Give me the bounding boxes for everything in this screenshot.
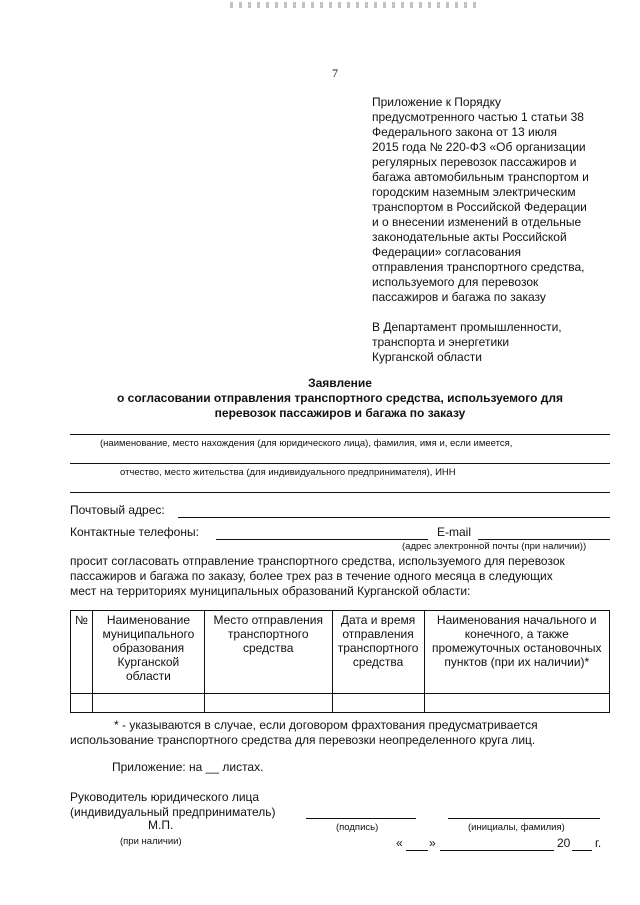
table-cell[interactable] — [71, 694, 93, 713]
postal-address-label: Почтовый адрес: — [70, 503, 165, 517]
addressee-line: В Департамент промышленности, — [372, 320, 562, 334]
appendix-block — [372, 95, 622, 305]
appendix-line: регулярных перевозок пассажиров и — [372, 155, 577, 169]
applicant-details-field[interactable] — [70, 463, 610, 464]
header-number: № — [71, 611, 93, 694]
phones-field[interactable] — [216, 539, 428, 540]
postal-address-field[interactable] — [178, 517, 610, 518]
title-line: перевозок пассажиров и багажа по заказу — [214, 406, 466, 420]
appendix-line: транспортом в Российской Федерации — [372, 200, 587, 214]
header-municipality: Наименование муниципального образования Курганской области — [92, 611, 204, 694]
appendix-line: Федерального закона от 13 июля — [372, 125, 557, 139]
applicant-inn-field[interactable] — [70, 492, 610, 493]
date-month-field[interactable] — [440, 850, 554, 851]
footnote — [70, 718, 610, 748]
email-caption: (адрес электронной почты (при наличии)) — [402, 541, 587, 552]
request-line: просит согласовать отправление транспортного средства, используемого для перевозок — [70, 554, 565, 568]
signer-title-line: Руководитель юридического лица — [70, 790, 260, 804]
addressee-line: Курганской области — [372, 350, 482, 364]
date-year-suffix: г. — [595, 836, 602, 850]
table-header-row — [71, 611, 610, 694]
header-stops: Наименования начального и конечного, а также промежуточных остановочных пунктов (при их наличии)* — [424, 611, 609, 694]
table-cell[interactable] — [424, 694, 609, 713]
applicant-details-caption: отчество, место жительства (для индивидуального предпринимателя), ИНН — [120, 467, 456, 478]
addressee-line: транспорта и энергетики — [372, 335, 510, 349]
date-close-quote: » — [429, 836, 436, 850]
document-title — [70, 376, 610, 421]
table-cell[interactable] — [332, 694, 424, 713]
email-field[interactable] — [478, 539, 610, 540]
addressee-block — [372, 320, 562, 365]
attachment-line: Приложение: на __ листах. — [112, 760, 264, 774]
date-open-quote: « — [396, 836, 403, 850]
date-year-prefix: 20 — [557, 836, 571, 850]
date-year-field[interactable] — [572, 850, 592, 851]
table-row — [71, 694, 610, 713]
footnote-line: * - указываются в случае, если договором фрахтования предусматривается — [114, 718, 538, 732]
table-cell[interactable] — [204, 694, 332, 713]
phones-label: Контактные телефоны: — [70, 525, 199, 539]
stamp-note: (при наличии) — [120, 836, 182, 847]
routes-table — [70, 610, 610, 713]
request-paragraph — [70, 554, 610, 599]
request-line: пассажиров и багажа по заказу, более трех раз в течение одного месяца в следующих — [70, 569, 553, 583]
email-label: E-mail — [437, 525, 472, 539]
date-day-field[interactable] — [406, 850, 428, 851]
signer-title-line: (индивидуальный предприниматель) — [70, 805, 276, 819]
appendix-line: и о внесении изменений в отдельные — [372, 215, 582, 229]
name-caption: (инициалы, фамилия) — [468, 822, 565, 833]
request-line: мест на территориях муниципальных образований Курганской области: — [70, 584, 471, 598]
scan-edge-marks — [230, 2, 480, 8]
appendix-line: пассажиров и багажа по заказу — [372, 290, 546, 304]
page-number: 7 — [332, 66, 338, 80]
applicant-name-field[interactable] — [70, 434, 610, 435]
name-field[interactable] — [448, 818, 600, 819]
appendix-line: 2015 года № 220-ФЗ «Об организации — [372, 140, 586, 154]
footnote-line: использование транспортного средства для перевозки неопределенного круга лиц. — [70, 733, 536, 747]
appendix-line: используемого для перевозок — [372, 275, 539, 289]
title-line: о согласовании отправления транспортного средства, используемого для — [117, 391, 563, 405]
signer-title — [70, 790, 276, 820]
appendix-line: отправления транспортного средства, — [372, 260, 585, 274]
appendix-line: Федерации» согласования — [372, 245, 521, 259]
header-departure-place: Место отправления транспортного средства — [204, 611, 332, 694]
appendix-line: Приложение к Порядку — [372, 95, 502, 109]
signature-caption: (подпись) — [336, 822, 379, 833]
header-departure-datetime: Дата и время отправления транспортного средства — [332, 611, 424, 694]
appendix-line: городским наземным электрическим — [372, 185, 576, 199]
title-line: Заявление — [308, 376, 372, 390]
appendix-line: законодательные акты Российской — [372, 230, 567, 244]
signature-field[interactable] — [306, 818, 416, 819]
appendix-line: предусмотренного частью 1 статьи 38 — [372, 110, 584, 124]
stamp-label: М.П. — [148, 818, 174, 832]
table-cell[interactable] — [92, 694, 204, 713]
applicant-name-caption: (наименование, место нахождения (для юридического лица), фамилия, имя и, если имеется, — [100, 438, 513, 449]
appendix-line: багажа автомобильным транспортом и — [372, 170, 589, 184]
